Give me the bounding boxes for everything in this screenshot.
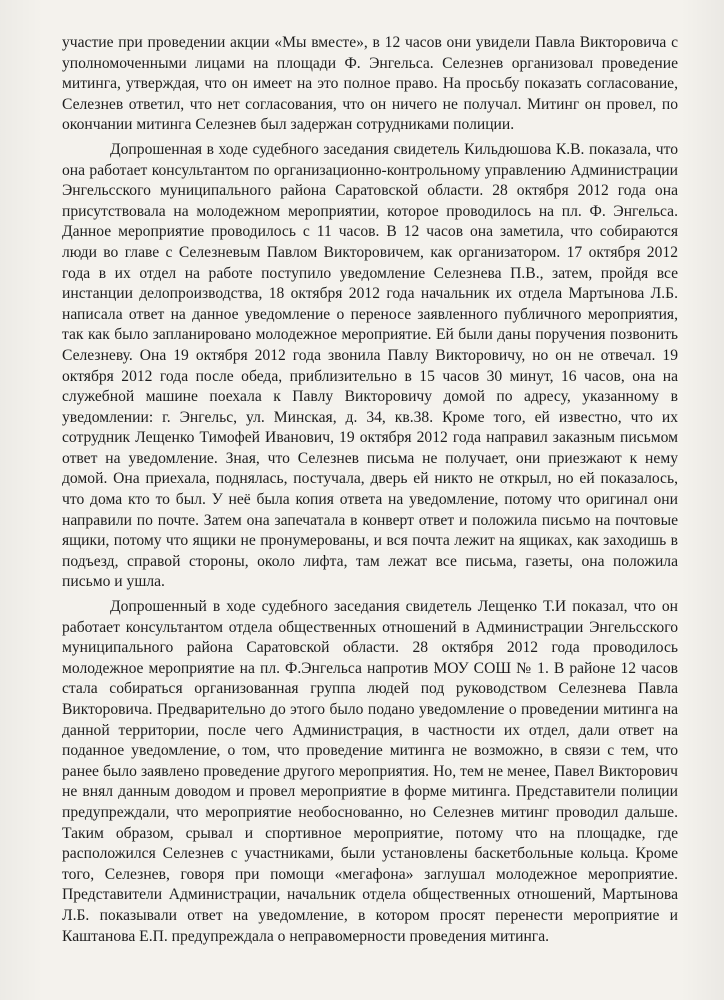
paragraph-3-leshchenko-testimony: Допрошенный в ходе судебного заседания свидетель Лещенко Т.И показал, что он работает консультантом отдела общественных отношений в Администрации Энгельсского муниципального района Саратовской области. 28 октября 2012 года проводилось молодежное мероприятие на пл. Ф.Энгельса напротив МОУ СОШ № 1. В районе 12 часов стала собираться организованная группа людей под руководством Селезнева Павла Викторовича. Предварительно до этого было подано уведомление о проведении митинга на данной территории, после чего Администрация, в частности их отдел, дали ответ на поданное уведомление, о том, что проведение митинга не возможно, в связи с тем, что ранее было заявлено проведение другого мероприятия. Но, тем не менее, Павел Викторович не внял данным доводом и провел мероприятие в форме митинга. Представители полиции предупреждали, что мероприятие необоснованно, но Селезнев митинг проводил дальше. Таким образом, срывал и спортивное мероприятие, потому что на площадке, где расположился Селезнев с участниками, были установлены баскетбольные кольца. Кроме того, Селезнев, говоря при помощи «мегафона» заглушал молодежное мероприятие. Представители Администрации, начальник отдела общественных отношений, Мартынова Л.Б. показывали ответ на уведомление, в котором просят перенести мероприятие и Каштанова Е.П. предупреждала о неправомерности проведения митинга. [62,598,678,945]
paragraph-2-kildyushova-testimony: Допрошенная в ходе судебного заседания свидетель Кильдюшова К.В. показала, что она работает консультантом по организационно-контрольному управлению Администрации Энгельсского муниципального района Саратовской области. 28 октября 2012 года она присутствовала на молодежном мероприятии, которое проводилось на пл. Ф. Энгельса. Данное мероприятие проводилось с 11 часов. В 12 часов она заметила, что собираются люди во главе с Селезневым Павлом Викторовичем, как организатором. 17 октября 2012 года в их отдел на работе поступило уведомление Селезнева П.В., затем, пройдя все инстанции делопроизводства, 18 октября 2012 года начальник их отдела Мартынова Л.Б. написала ответ на данное уведомление о переносе заявленного публичного мероприятия, так как было запланировано молодежное мероприятие. Ей были даны поручения позвонить Селезневу. Она 19 октября 2012 года звонила Павлу Викторовичу, но он не отвечал. 19 октября 2012 года после обеда, приблизительно в 15 часов 30 минут, 16 часов, она на служебной машине поехала к Павлу Викторовичу домой по адресу, указанному в уведомлении: г. Энгельс, ул. Минская, д. 34, кв.38. Кроме того, ей известно, что их сотрудник Лещенко Тимофей Иванович, 19 октября 2012 года направил заказным письмом ответ на уведомление. Зная, что Селезнев письма не получает, они приезжают к нему домой. Она приехала, поднялась, постучала, дверь ей никто не открыл, но ей показалось, что дома кто то был. У неё была копия ответа на уведомление, потому что оригинал они направили по почте. Затем она запечатала в конверт ответ и положила письмо на почтовые ящики, потому что ящики не пронумерованы, и вся почта лежит на ящиках, как заходишь в подъезд, справой стороны, около лифта, там лежат все письма, газеты, она положила письмо и ушла. [62,140,678,591]
document-body [62,33,678,947]
paragraph-1: участие при проведении акции «Мы вместе», в 12 часов они увидели Павла Викторовича с уполномоченными лицами на площади Ф. Энгельса. Селезнев организовал проведение митинга, утверждая, что он имеет на это полное право. На просьбу показать согласование, Селезнев ответил, что нет согласования, что он ничего не получал. Митинг он провел, по окончании митинга Селезнев был задержан сотрудниками полиции. [62,34,678,134]
